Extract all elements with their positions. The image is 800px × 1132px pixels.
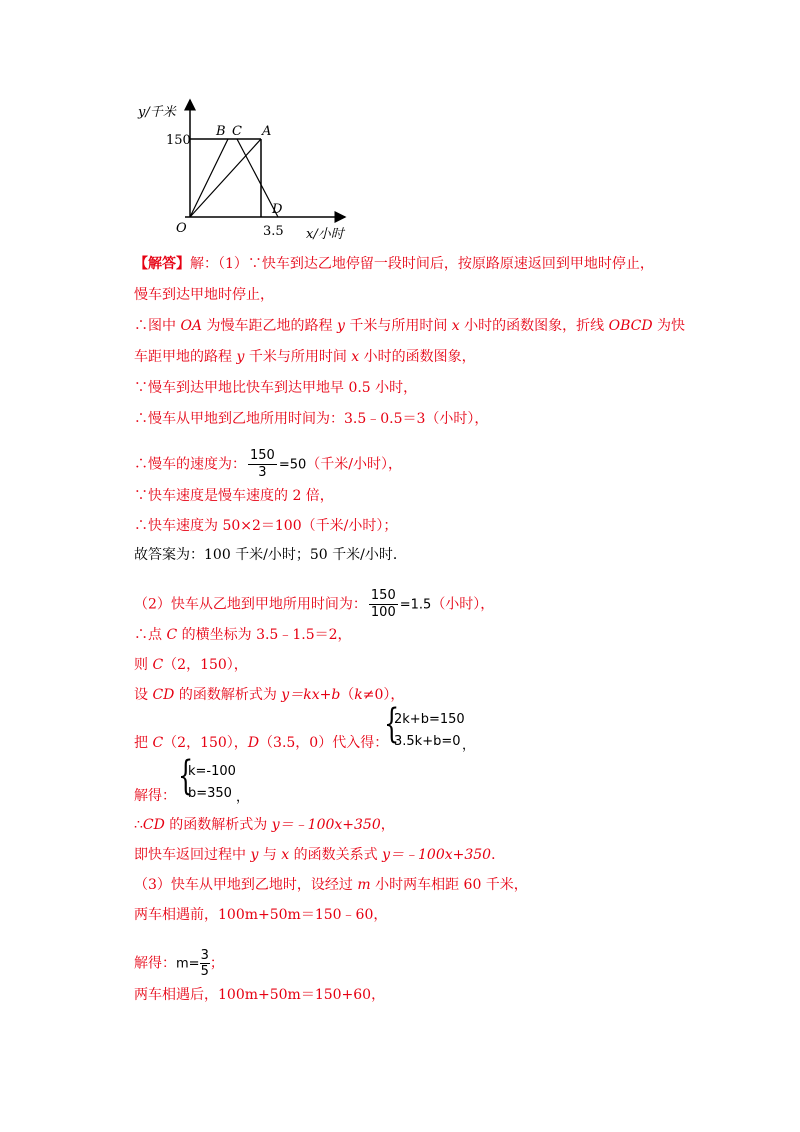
math-var: C — [166, 627, 178, 643]
text-span: 千米与所用时间 — [344, 318, 452, 334]
text-span: 把 — [134, 735, 153, 751]
text-span: 解：（1）∵快车到达乙地停留一段时间后，按原路原速返回到甲地时停止， — [190, 256, 654, 272]
text-span: （3.5，0）代入得： — [259, 735, 389, 751]
text-span: 小时的函数图象， — [359, 349, 476, 365]
x-tick-label: 3.5 — [263, 224, 284, 239]
text-span: ． — [491, 847, 506, 863]
math-var: CD — [142, 817, 165, 833]
text-span: 则 — [134, 657, 153, 673]
math-var: x — [451, 318, 460, 334]
text-span: （2，150）， — [163, 657, 248, 673]
text-span: ∴图中 — [134, 318, 181, 334]
solution-line-2 — [134, 285, 274, 305]
math-var: y — [236, 349, 245, 365]
text-span: ∴慢车从甲地到乙地所用时间为：3.5﹣0.5＝3（小时）， — [134, 411, 489, 427]
fraction-150-over-3 — [248, 448, 277, 481]
text-span: 解得： — [134, 955, 176, 972]
text-span: 解得： — [134, 788, 176, 804]
numerator: 150 — [370, 588, 396, 603]
solution-line-17 — [134, 815, 395, 835]
numerator: 150 — [250, 448, 275, 463]
y-tick-label: 150 — [166, 133, 191, 148]
solution-line-19 — [134, 875, 528, 895]
text-span: 的横坐标为 3.5﹣1.5＝2， — [177, 627, 352, 643]
equation-row: 2k+b=150 — [394, 712, 465, 727]
text-span: 与 — [258, 847, 282, 863]
math-var: m — [357, 877, 371, 893]
point-D-label: D — [272, 202, 283, 217]
math-var: C — [152, 735, 164, 751]
text-span: ， — [380, 817, 395, 833]
equation-system-1 — [384, 701, 476, 754]
equation-row: 3.5k+b=0 — [394, 734, 461, 749]
text-span: ∵慢车到达甲地比快车到达甲地早 0.5 小时， — [134, 380, 418, 396]
line-OB — [190, 139, 228, 217]
math-var: x — [281, 847, 290, 863]
text-span: 为快 — [652, 318, 686, 334]
numerator: 3 — [200, 948, 209, 963]
text-span: ∴点 — [134, 627, 167, 643]
text-span: 故答案为：100 千米/小时；50 千米/小时． — [134, 547, 407, 563]
solution-line-15 — [134, 733, 388, 753]
brace-symbol: { — [178, 753, 194, 799]
solution-line-4 — [134, 347, 476, 367]
solution-line-8 — [134, 486, 334, 506]
math-text: =50 — [278, 457, 307, 473]
text-span: 的函数解析式为 — [174, 687, 282, 703]
text-span: ∵快车速度是慢车速度的 2 倍， — [134, 488, 334, 504]
solution-line-11 — [134, 588, 494, 621]
text-span: ， — [236, 790, 250, 805]
math-var: CD — [152, 687, 175, 703]
text-span: 的函数解析式为 — [164, 817, 272, 833]
solution-line-9 — [134, 516, 397, 536]
text-span: （千米/小时）， — [306, 456, 402, 473]
origin-label: O — [176, 221, 187, 236]
solution-line-1 — [134, 254, 654, 274]
solution-line-6 — [134, 409, 488, 429]
solution-line-3 — [134, 316, 685, 336]
text-span: （ — [340, 687, 355, 703]
text-span: 车距甲地的路程 — [134, 349, 237, 365]
math-expression: y＝﹣100x+350 — [271, 817, 381, 833]
solution-line-12 — [134, 625, 352, 645]
denominator: 3 — [258, 465, 267, 480]
text-span: ≠0）， — [362, 687, 405, 703]
point-C-label: C — [232, 124, 242, 139]
text-span: 慢车到达甲地时停止， — [134, 287, 274, 303]
point-B-label: B — [216, 124, 226, 139]
text-span: ∴快车速度为 50×2＝100（千米/小时）； — [134, 518, 398, 534]
math-var: y — [336, 318, 345, 334]
text-span: ∴ — [134, 817, 143, 833]
math-text: m= — [176, 956, 200, 972]
solution-line-14 — [134, 685, 404, 705]
math-var: D — [247, 735, 260, 751]
math-text: =1.5 — [399, 597, 432, 613]
math-expression: y＝kx+b — [281, 687, 341, 703]
math-var: x — [351, 349, 360, 365]
fraction-150-over-100 — [369, 588, 398, 621]
text-span: ； — [209, 955, 224, 972]
distance-time-graph — [130, 92, 360, 252]
math-var: y — [250, 847, 259, 863]
text-span: 两车相遇后，100m+50m＝150+60， — [134, 987, 386, 1003]
text-span: （小时）， — [431, 596, 495, 613]
solution-line-10 — [134, 545, 407, 565]
text-span: （3）快车从甲地到乙地时，设经过 — [134, 877, 358, 893]
solution-line-7 — [134, 448, 402, 481]
solution-line-5 — [134, 378, 417, 398]
equation-row: k=-100 — [188, 764, 236, 779]
math-var: OBCD — [608, 318, 653, 334]
brace-symbol: { — [384, 701, 400, 747]
text-span: （2）快车从乙地到甲地所用时间为： — [134, 596, 367, 613]
text-span: 的函数关系式 — [289, 847, 383, 863]
answer-tag: 【解答】 — [134, 256, 190, 272]
math-var: C — [152, 657, 164, 673]
text-span: （2，150）， — [163, 735, 248, 751]
equation-system-2 — [178, 753, 258, 806]
solution-line-22 — [134, 985, 385, 1005]
text-span: 即快车返回过程中 — [134, 847, 251, 863]
text-span: 设 — [134, 687, 153, 703]
equation-row: b=350 — [188, 786, 232, 801]
denominator: 100 — [370, 605, 396, 620]
text-span: 小时两车相距 60 千米， — [370, 877, 528, 893]
fraction-3-over-5 — [200, 948, 210, 979]
x-axis-label: x/小时 — [306, 227, 344, 242]
line-OA — [190, 139, 261, 217]
solution-line-16 — [134, 786, 176, 806]
y-axis-label: y/千米 — [138, 105, 176, 120]
text-span: 小时的函数图象，折线 — [459, 318, 609, 334]
math-expression: y＝﹣100x+350 — [382, 847, 492, 863]
denominator: 5 — [200, 964, 209, 979]
math-var: k — [354, 687, 363, 703]
text-span: 两车相遇前，100m+50m＝150﹣60， — [134, 907, 388, 923]
math-var: OA — [180, 318, 203, 334]
text-span: 为慢车距乙地的路程 — [202, 318, 337, 334]
point-A-label: A — [262, 124, 272, 139]
text-span: ∴慢车的速度为： — [134, 456, 246, 473]
text-span: 千米与所用时间 — [244, 349, 352, 365]
solution-line-20 — [134, 905, 387, 925]
solution-line-13 — [134, 655, 248, 675]
solution-line-18 — [134, 845, 505, 865]
solution-line-21 — [134, 948, 224, 979]
text-span: ， — [462, 738, 476, 753]
